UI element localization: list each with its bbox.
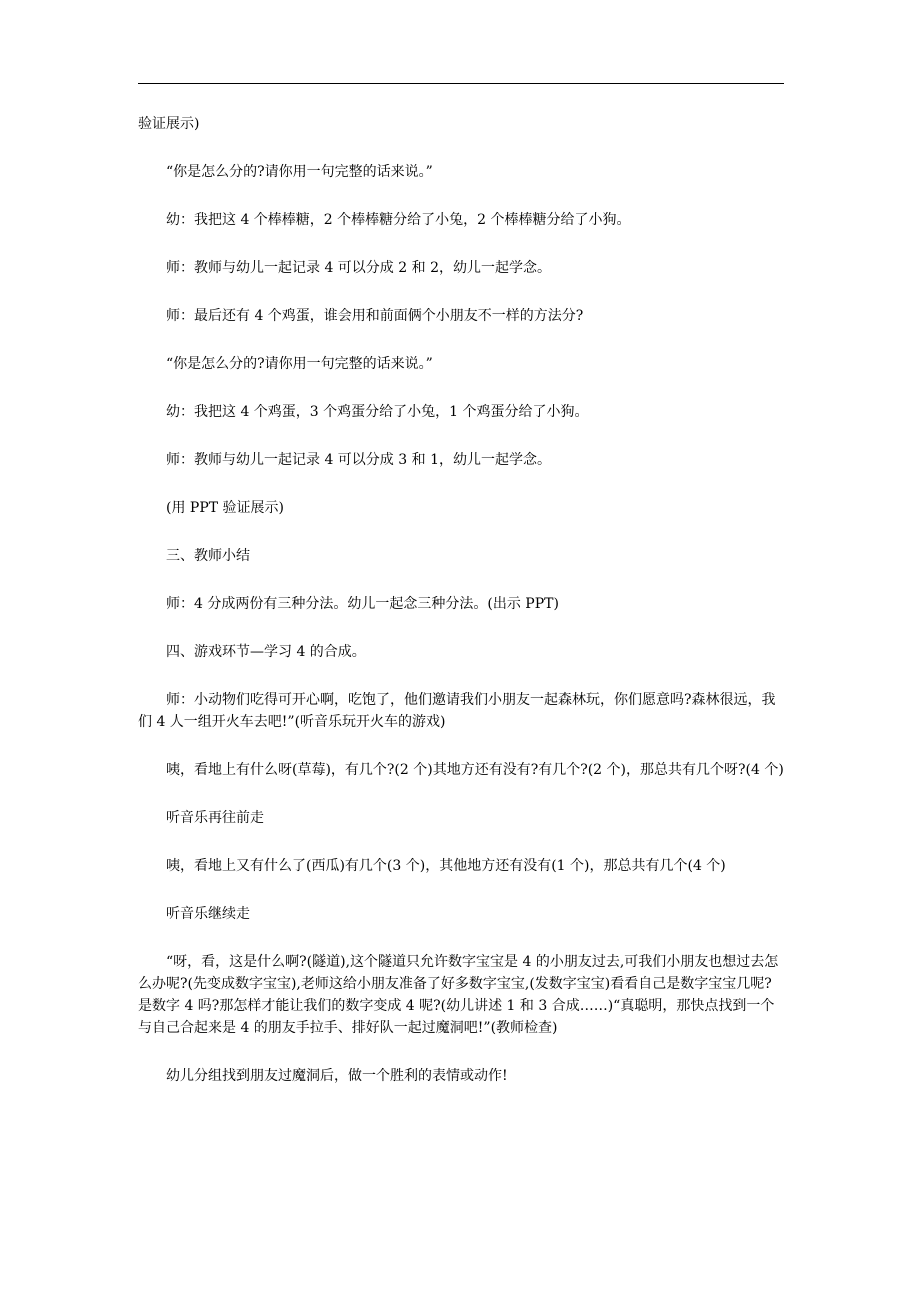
paragraph: (用 PPT 验证展示) [166, 500, 285, 516]
paragraph: 师：小动物们吃得可开心啊，吃饱了，他们邀请我们小朋友一起森林玩，你们愿意吗?森林很远，我们 4 人一组开火车去吧!”(听音乐玩开火车的游戏) [138, 692, 776, 730]
paragraph: 师：最后还有 4 个鸡蛋，谁会用和前面俩个小朋友不一样的方法分? [166, 308, 584, 324]
paragraph: “呀，看，这是什么啊?(隧道),这个隧道只允许数字宝宝是 4 的小朋友过去,可我们小朋友也想过去怎么办呢?(先变成数字宝宝),老师这给小朋友准备了好多数字宝宝,(发数字宝宝)看看自己是数字宝宝几呢?是数字 4 吗?那怎样才能让我们的数字变成 4 呢?(幼儿讲述 1 和 3 合成……)“真聪明，那快点找到一个与自己合起来是 4 的朋友手拉手、排好队一起过魔洞吧!”(教师检查) [138, 954, 779, 1036]
section-heading: 三、教师小结 [166, 548, 250, 564]
paragraph: 师：4 分成两份有三种分法。幼儿一起念三种分法。(出示 PPT) [166, 596, 559, 612]
paragraph: 咦，看地上有什么呀(草莓)，有几个?(2 个)其地方还有没有?有几个?(2 个)，那总共有几个呀?(4 个) [166, 762, 784, 778]
paragraph: 听音乐再往前走 [166, 810, 264, 826]
document-body [138, 113, 784, 1113]
paragraph: “你是怎么分的?请你用一句完整的话来说。” [166, 356, 433, 372]
paragraph: 幼儿分组找到朋友过魔洞后，做一个胜利的表情或动作! [166, 1068, 508, 1084]
paragraph: 幼：我把这 4 个棒棒糖，2 个棒棒糖分给了小兔，2 个棒棒糖分给了小狗。 [166, 212, 631, 228]
paragraph: 验证展示) [138, 116, 200, 132]
paragraph: 幼：我把这 4 个鸡蛋，3 个鸡蛋分给了小兔，1 个鸡蛋分给了小狗。 [166, 404, 589, 420]
section-heading: 四、游戏环节—学习 4 的合成。 [166, 644, 366, 660]
paragraph: “你是怎么分的?请你用一句完整的话来说。” [166, 164, 433, 180]
paragraph: 师：教师与幼儿一起记录 4 可以分成 3 和 1，幼儿一起学念。 [166, 452, 551, 468]
paragraph: 咦，看地上又有什么了(西瓜)有几个(3 个)，其他地方还有没有(1 个)，那总共有几个(4 个) [166, 858, 726, 874]
paragraph: 听音乐继续走 [166, 906, 250, 922]
paragraph: 师：教师与幼儿一起记录 4 可以分成 2 和 2，幼儿一起学念。 [166, 260, 551, 276]
header-rule [138, 83, 784, 84]
